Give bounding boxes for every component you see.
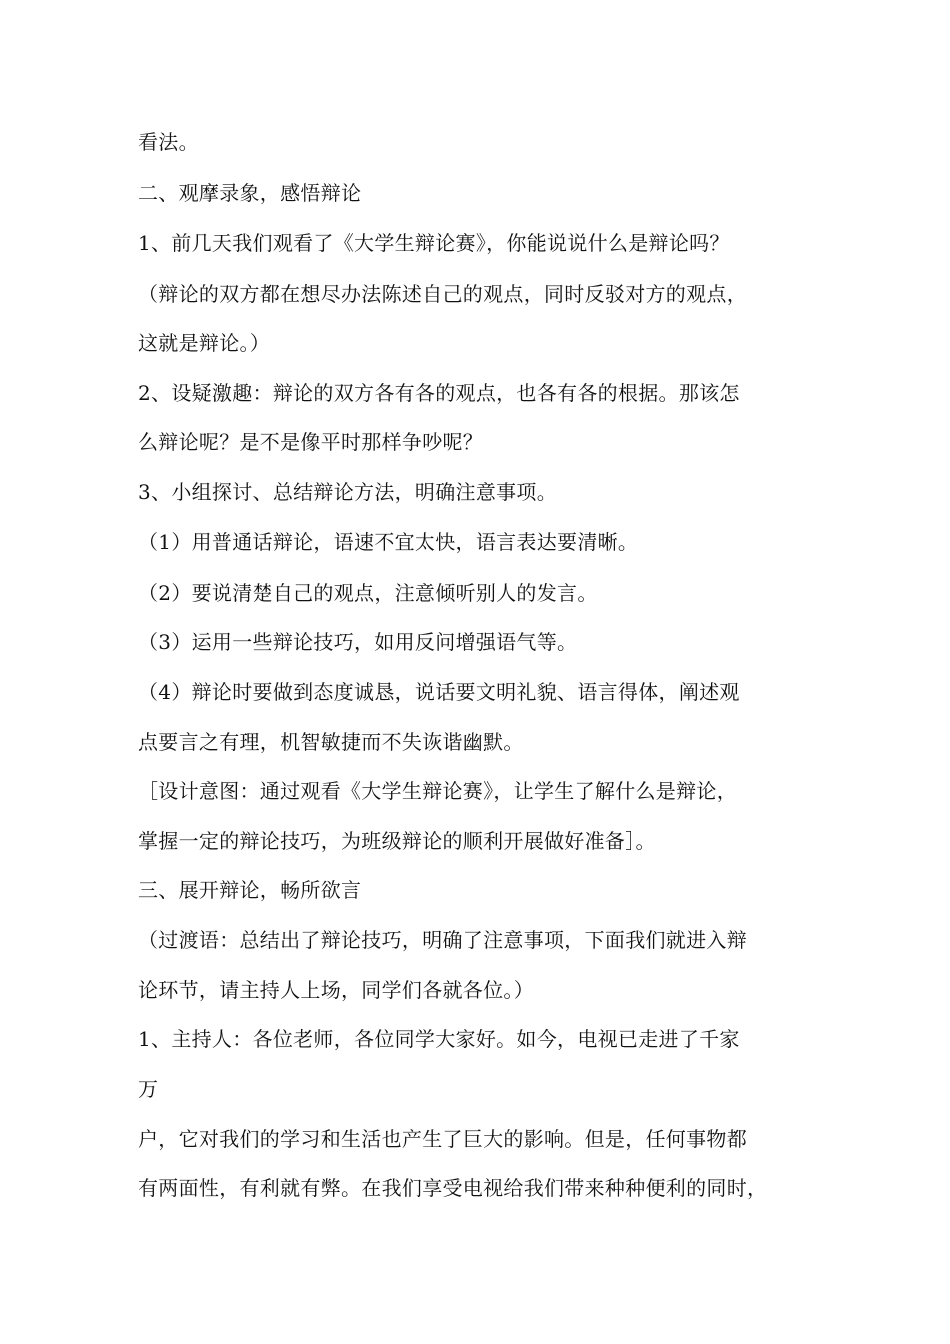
design-intent-note: ［设计意图：通过观看《大学生辩论赛》，让学生了解什么是辩论， bbox=[138, 779, 737, 803]
text-line: 点要言之有理，机智敏捷而不失诙谐幽默。 bbox=[138, 730, 524, 754]
text-line: 有两面性，有利就有弊。在我们享受电视给我们带来种种便利的同时， bbox=[138, 1176, 768, 1200]
text-line: （辩论的双方都在想尽办法陈述自己的观点，同时反驳对方的观点， bbox=[138, 282, 747, 306]
text-line: 1、主持人：各位老师，各位同学大家好。如今，电视已走进了千家 bbox=[138, 1027, 740, 1051]
text-line: （过渡语：总结出了辩论技巧，明确了注意事项，下面我们就进入辩 bbox=[138, 928, 747, 952]
list-item: （4）辩论时要做到态度诚恳，说话要文明礼貌、语言得体，阐述观 bbox=[138, 680, 740, 704]
list-item: （1）用普通话辩论，语速不宜太快，语言表达要清晰。 bbox=[138, 530, 639, 554]
text-line: 论环节，请主持人上场，同学们各就各位。） bbox=[138, 978, 534, 1002]
text-line: 万 bbox=[138, 1077, 159, 1101]
list-item: （3）运用一些辩论技巧，如用反问增强语气等。 bbox=[138, 630, 578, 654]
text-line: 1、前几天我们观看了《大学生辩论赛》，你能说说什么是辩论吗？ bbox=[138, 231, 730, 255]
text-line: 看法。 bbox=[138, 130, 199, 154]
text-line: 2、设疑激趣：辩论的双方各有各的观点，也各有各的根据。那该怎 bbox=[138, 381, 740, 405]
text-line: 3、小组探讨、总结辩论方法，明确注意事项。 bbox=[138, 480, 558, 504]
section-heading: 三、展开辩论，畅所欲言 bbox=[138, 878, 362, 902]
text-line: 么辩论呢？是不是像平时那样争吵呢？ bbox=[138, 430, 484, 454]
list-item: （2）要说清楚自己的观点，注意倾听别人的发言。 bbox=[138, 581, 598, 605]
text-line: 这就是辩论。） bbox=[138, 331, 271, 355]
text-line: 户，它对我们的学习和生活也产生了巨大的影响。但是，任何事物都 bbox=[138, 1127, 747, 1151]
section-heading: 二、观摩录象，感悟辩论 bbox=[138, 181, 362, 205]
design-intent-note: 掌握一定的辩论技巧，为班级辩论的顺利开展做好准备］。 bbox=[138, 829, 656, 853]
